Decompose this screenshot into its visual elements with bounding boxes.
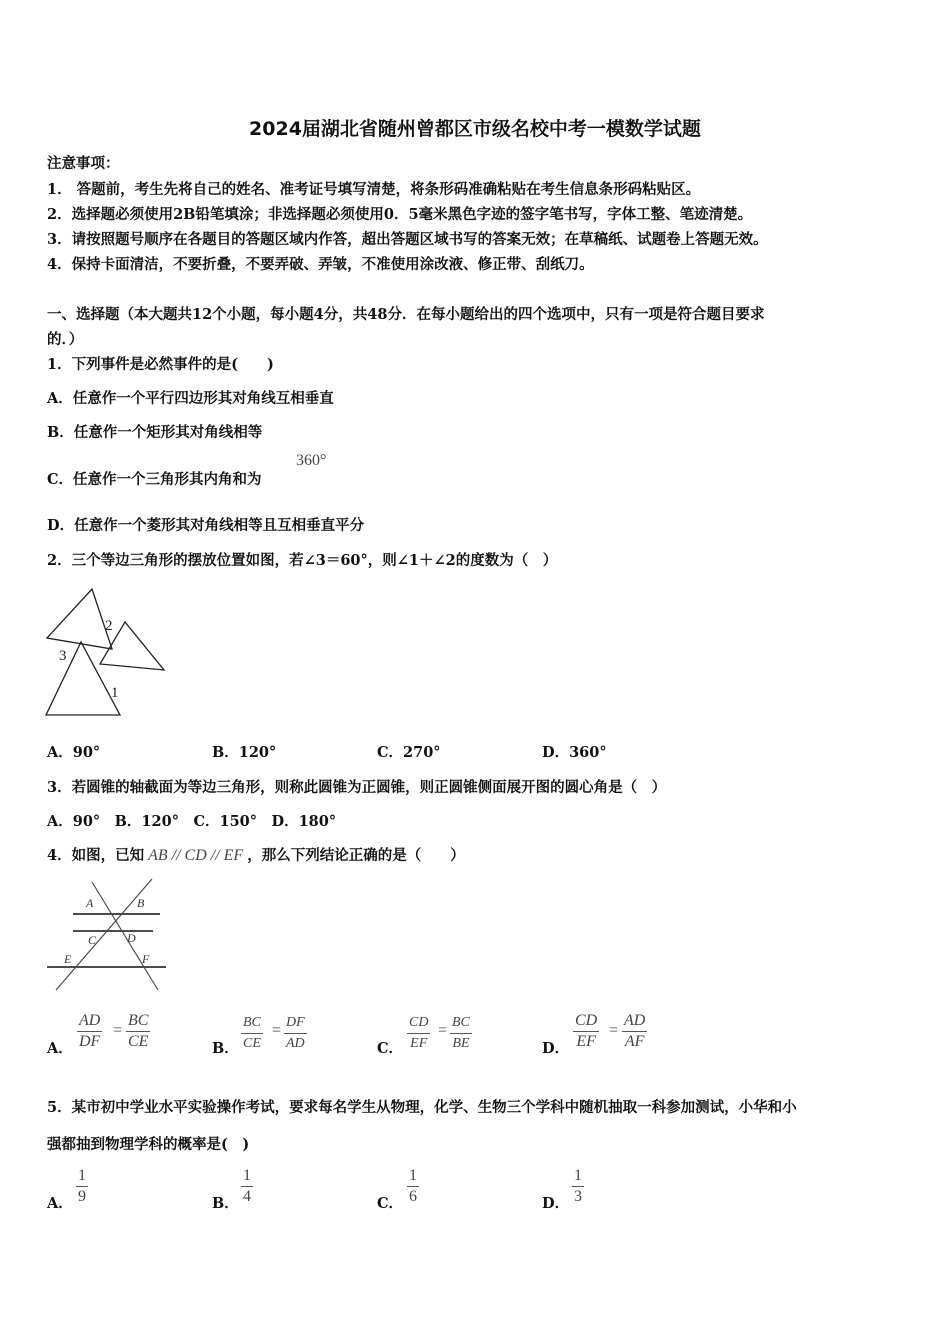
fraction-denominator: BE — [452, 1036, 470, 1051]
point-label-c: C — [88, 933, 97, 947]
fraction — [407, 1013, 430, 1054]
fraction — [241, 1013, 263, 1054]
fraction — [450, 1013, 472, 1054]
transversal-1 — [92, 882, 158, 990]
fraction — [241, 1166, 253, 1207]
notice-heading: 注意事项： — [47, 155, 120, 172]
fraction — [407, 1166, 419, 1207]
fraction — [573, 1011, 599, 1052]
fraction-numerator: CD — [573, 1011, 599, 1032]
triangle-top — [47, 589, 112, 649]
point-label-f: F — [142, 952, 150, 966]
point-label-d: D — [127, 931, 136, 945]
stem-math: AB // CD // EF — [148, 847, 244, 864]
fraction-denominator: 6 — [409, 1188, 417, 1205]
section-heading: 一、选择题（本大题共12个小题，每小题4分，共48分．在每小题给出的四个选项中，只有一项是符合题目要求 — [47, 306, 765, 323]
notice-item: 2．选择题必须使用2B铅笔填涂；非选择题必须使用0．5毫米黑色字迹的签字笔书写，字体工整、笔迹清楚。 — [47, 206, 753, 223]
option-b-label: B． — [212, 1195, 239, 1212]
notice-item: 3．请按照题号顺序在各题目的答题区域内作答，超出答题区域书写的答案无效；在草稿纸、试题卷上答题无效。 — [47, 231, 768, 248]
question-stem — [47, 844, 465, 865]
fraction-numerator: BC — [126, 1011, 150, 1032]
option-c-label: C． — [377, 1195, 404, 1212]
fraction-numerator: AD — [77, 1011, 102, 1032]
point-label-b: B — [137, 896, 145, 910]
question-stem: 3．若圆锥的轴截面为等边三角形，则称此圆锥为正圆锥，则正圆锥侧面展开图的圆心角是（ ） — [47, 779, 667, 796]
option-a: A．任意作一个平行四边形其对角线互相垂直 — [47, 390, 334, 407]
fraction-numerator: BC — [450, 1013, 472, 1034]
question-stem-cont: 强都抽到物理学科的概率是( ) — [47, 1136, 250, 1153]
triangles-figure — [40, 584, 170, 720]
notice-item: 4．保持卡面清洁，不要折叠，不要弄破、弄皱，不准使用涂改液、修正带、刮纸刀。 — [47, 256, 594, 273]
angle-label-2: 2 — [105, 618, 113, 634]
fraction-numerator: CD — [407, 1013, 430, 1034]
fraction-denominator: EF — [576, 1033, 596, 1050]
question-stem: 2．三个等边三角形的摆放位置如图，若∠3＝60°，则∠1＋∠2的度数为（ ） — [47, 552, 558, 569]
fraction-numerator: 1 — [76, 1166, 88, 1187]
option-c-math: 360° — [296, 452, 327, 469]
fraction — [76, 1166, 88, 1207]
stem-text: 4．如图，已知 — [47, 847, 145, 864]
page-title: 2024届湖北省随州曾都区市级名校中考一模数学试题 — [249, 118, 701, 140]
fraction — [572, 1166, 584, 1207]
option-c: C．任意作一个三角形其内角和为 — [47, 471, 262, 488]
equals-sign: = — [113, 1022, 123, 1039]
section-heading-cont: 的．） — [47, 331, 84, 348]
stem-text: ，那么下列结论正确的是（ ） — [247, 847, 465, 864]
option-a-label: A． — [47, 1195, 73, 1212]
point-label-e: E — [64, 952, 72, 966]
options-row: A．90° B．120° C．150° D．180° — [47, 813, 337, 830]
fraction-denominator: CE — [243, 1036, 261, 1051]
point-label-a: A — [86, 896, 94, 910]
option-a: A．90° — [47, 744, 101, 761]
equals-sign: = — [438, 1022, 448, 1039]
fraction-denominator: 4 — [243, 1188, 251, 1205]
fraction — [622, 1011, 647, 1052]
equals-sign: = — [272, 1022, 282, 1039]
option-d-label: D． — [542, 1195, 570, 1212]
question-stem: 1．下列事件是必然事件的是( ) — [47, 356, 274, 373]
option-d: D．任意作一个菱形其对角线相等且互相垂直平分 — [47, 517, 365, 534]
fraction — [126, 1011, 150, 1052]
triangle-bottom — [46, 642, 120, 715]
fraction-denominator: EF — [410, 1036, 428, 1051]
option-b: B．120° — [212, 744, 277, 761]
fraction — [284, 1013, 307, 1054]
option-d: D．360° — [542, 744, 607, 761]
equals-sign: = — [609, 1022, 619, 1039]
fraction-numerator: DF — [284, 1013, 307, 1034]
fraction-denominator: 3 — [574, 1188, 582, 1205]
option-b: B．任意作一个矩形其对角线相等 — [47, 424, 263, 441]
fraction-numerator: AD — [622, 1011, 647, 1032]
fraction — [77, 1011, 102, 1052]
option-c-label: C． — [377, 1040, 404, 1057]
fraction-denominator: 9 — [78, 1188, 86, 1205]
angle-label-3: 3 — [59, 648, 67, 664]
option-c: C．270° — [377, 744, 441, 761]
option-a-label: A． — [47, 1040, 73, 1057]
fraction-denominator: CE — [128, 1033, 149, 1050]
fraction-numerator: 1 — [572, 1166, 584, 1187]
fraction-denominator: DF — [79, 1033, 101, 1050]
notice-item: 1． 答题前，考生先将自己的姓名、准考证号填写清楚，将条形码准确粘贴在考生信息条形码粘贴区。 — [47, 181, 701, 198]
option-b-label: B． — [212, 1040, 239, 1057]
fraction-denominator: AF — [624, 1033, 645, 1050]
fraction-numerator: BC — [241, 1013, 263, 1034]
question-stem: 5．某市初中学业水平实验操作考试，要求每名学生从物理，化学、生物三个学科中随机抽取一科参加测试，小华和小 — [47, 1099, 797, 1116]
fraction-denominator: AD — [286, 1036, 305, 1051]
angle-label-1: 1 — [111, 685, 119, 701]
parallel-lines-figure — [44, 876, 170, 994]
fraction-numerator: 1 — [407, 1166, 419, 1187]
fraction-numerator: 1 — [241, 1166, 253, 1187]
option-d-label: D． — [542, 1040, 570, 1057]
